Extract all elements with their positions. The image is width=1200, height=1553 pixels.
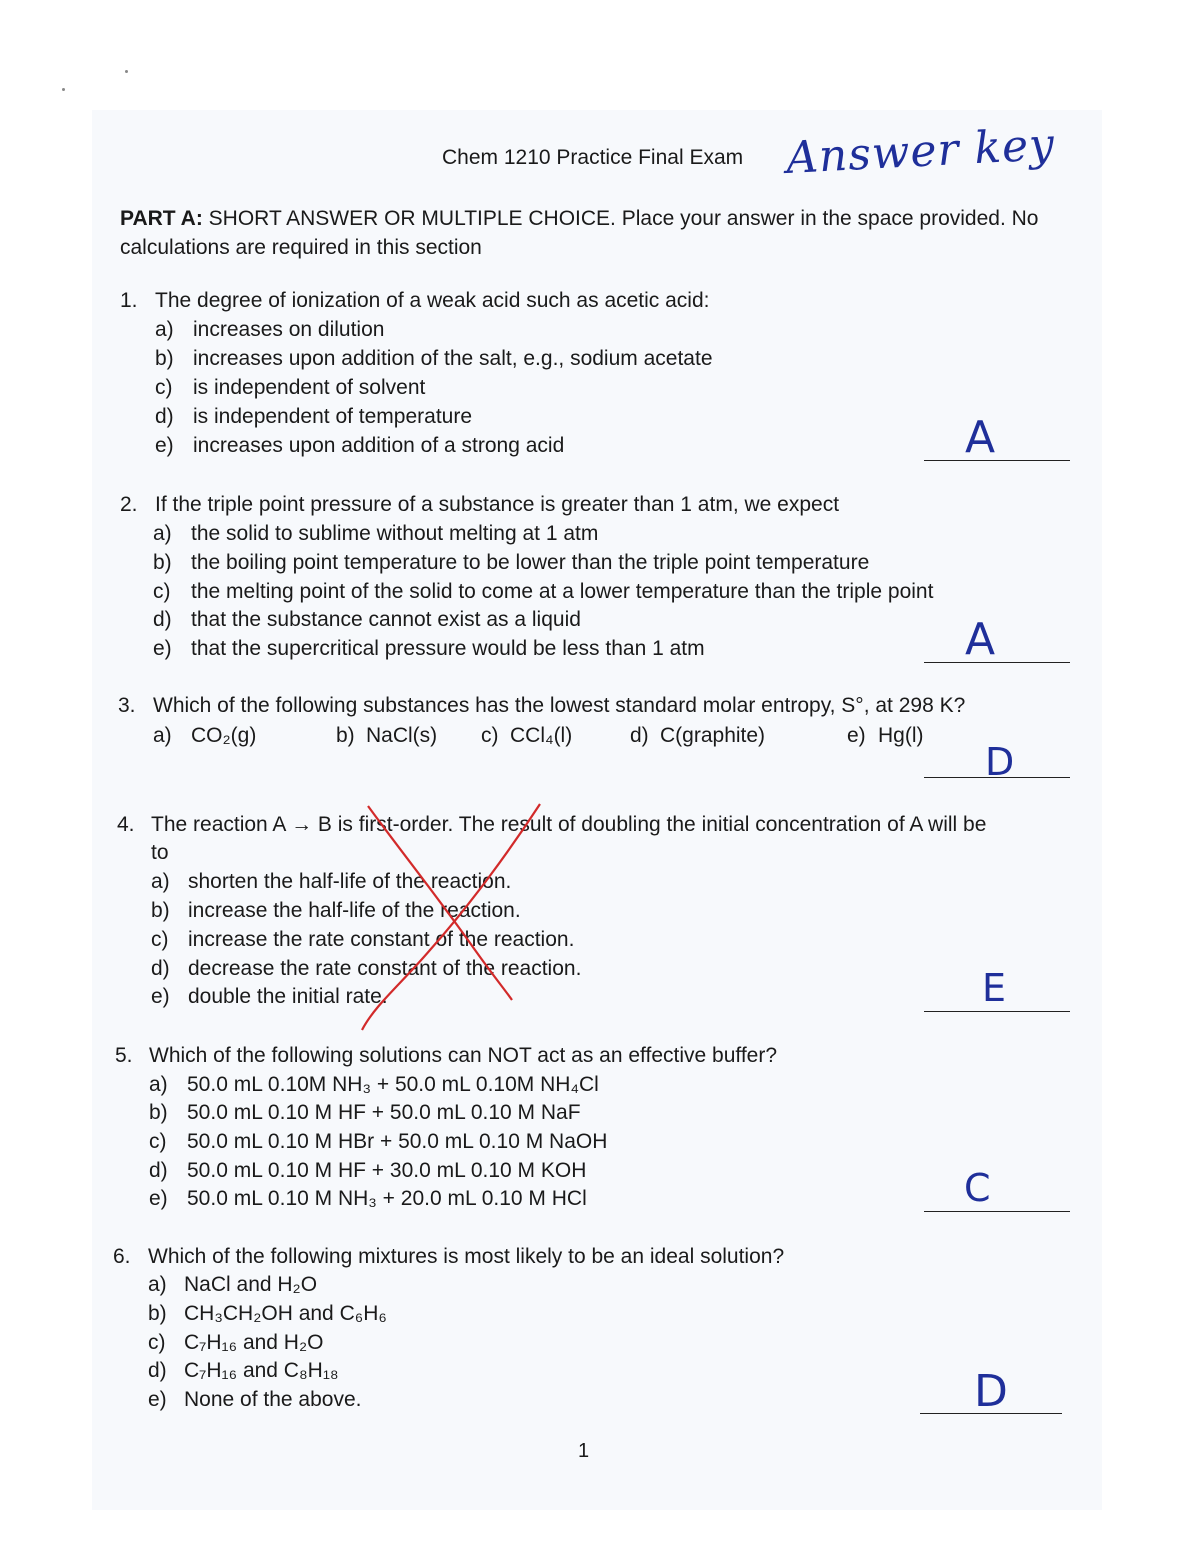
part-a-heading: PART A: [120,207,203,230]
handwritten-answer: A [965,412,996,463]
option-text: 50.0 mL 0.10 M NH₃ + 20.0 mL 0.10 M HCl [187,1187,587,1210]
option-text: C₇H₁₆ and C₈H₁₈ [184,1359,339,1382]
answer-blank [920,1413,1062,1414]
handwritten-answer: E [982,966,1007,1010]
option-letter: b) [155,347,174,370]
option-text: NaCl and H₂O [184,1273,318,1296]
option-text: is independent of solvent [193,376,426,399]
exam-title: Chem 1210 Practice Final Exam [442,146,744,169]
question-text: The degree of ionization of a weak acid such as acetic acid: [155,289,710,312]
option-text: that the supercritical pressure would be less than 1 atm [191,637,705,660]
option-letter: e) [149,1187,168,1210]
option-text: 50.0 mL 0.10 M HF + 50.0 mL 0.10 M NaF [187,1101,581,1124]
question-text-continued: to [151,841,169,864]
page-number: 1 [578,1440,590,1462]
option-letter: d) [148,1359,167,1382]
option-text: double the initial rate. [188,985,388,1008]
question-number: 5. [115,1044,133,1067]
option-row [149,1187,587,1211]
option-letter: e) [155,434,174,457]
option-text: decrease the rate constant of the reaction. [188,957,582,980]
option-letter: c) [148,1331,166,1354]
option-letter: d) [151,957,170,980]
question-text: The reaction A → B is first-order. The result of doubling the initial concentration of A will be [151,813,987,836]
option-row [148,1388,361,1412]
option-text: that the substance cannot exist as a liquid [191,608,581,631]
option-text: None of the above. [184,1388,362,1411]
option-text: the boiling point temperature to be lower than the triple point temperature [191,551,870,574]
question-number: 2. [120,493,138,516]
option-text: is independent of temperature [193,405,473,428]
handwritten-answer: A [965,614,996,665]
option-letter: c) [149,1130,167,1153]
option-letter: e) [151,985,170,1008]
option-text: shorten the half-life of the reaction. [188,870,512,893]
question-number: 6. [113,1245,131,1268]
option-letter: c) [151,928,169,951]
option-letter: a) [153,724,172,747]
option-text: increases on dilution [193,318,385,341]
option-letter: a) [149,1073,168,1096]
option-letter: a) [148,1273,167,1296]
option-text: 50.0 mL 0.10 M HBr + 50.0 mL 0.10 M NaOH [187,1130,608,1153]
option-letter: b) [153,551,172,574]
question-text: Which of the following substances has the lowest standard molar entropy, S°, at 298 K? [153,694,966,717]
question-text: Which of the following mixtures is most likely to be an ideal solution? [148,1245,785,1268]
option-text: CCl₄(l) [510,724,573,747]
question-text: Which of the following solutions can NOT act as an effective buffer? [149,1044,778,1067]
option-letter: d) [153,608,172,631]
option-row [148,1273,317,1297]
option-letter: c) [155,376,173,399]
handwritten-answer: D [974,1366,1008,1417]
answer-blank [924,1211,1070,1212]
option-row [149,1130,607,1154]
option-text: the melting point of the solid to come at a lower temperature than the triple point [191,580,934,603]
option-text: 50.0 mL 0.10M NH₃ + 50.0 mL 0.10M NH₄Cl [187,1073,599,1096]
option-row [149,1073,599,1097]
question-number: 4. [117,813,135,836]
option-letter: e) [148,1388,167,1411]
option-text: Hg(l) [878,724,924,747]
option-letter: b) [151,899,170,922]
part-a-instructions-text: SHORT ANSWER OR MULTIPLE CHOICE. Place your answer in the space provided. No calculations are required in this section [120,207,1039,259]
option-text: CH₃CH₂OH and C₆H₆ [184,1302,387,1325]
option-text: C₇H₁₆ and H₂O [184,1331,324,1354]
question-number: 1. [120,289,138,312]
option-letter: c) [153,580,171,603]
handwritten-answer: C [964,1166,991,1210]
option-text: increases upon addition of the salt, e.g., sodium acetate [193,347,713,370]
option-letter: e) [847,724,866,747]
option-row [149,1159,586,1183]
option-letter: b) [336,724,355,747]
option-text: the solid to sublime without melting at 1 atm [191,522,599,545]
option-letter: d) [155,405,174,428]
option-letter: d) [630,724,649,747]
option-letter: e) [153,637,172,660]
option-text: increases upon addition of a strong acid [193,434,565,457]
option-text: increase the half-life of the reaction. [188,899,521,922]
option-letter: a) [155,318,174,341]
option-letter: d) [149,1159,168,1182]
option-row [148,1359,339,1383]
option-text: NaCl(s) [366,724,438,747]
option-letter: a) [151,870,170,893]
option-letter: a) [153,522,172,545]
option-letter: b) [149,1101,168,1124]
option-text: increase the rate constant of the reaction. [188,928,575,951]
question-number: 3. [118,694,136,717]
handwritten-answer-key-label: Answer key [784,118,1057,185]
option-letter: c) [481,724,499,747]
option-text: C(graphite) [660,724,766,747]
option-text: 50.0 mL 0.10 M HF + 30.0 mL 0.10 M KOH [187,1159,587,1182]
question-text: If the triple point pressure of a substance is greater than 1 atm, we expect [155,493,840,516]
option-row [148,1302,387,1326]
option-row [148,1331,323,1355]
option-row [149,1101,581,1125]
option-letter: b) [148,1302,167,1325]
handwritten-answer: D [985,740,1015,784]
option-text: CO₂(g) [191,724,257,747]
